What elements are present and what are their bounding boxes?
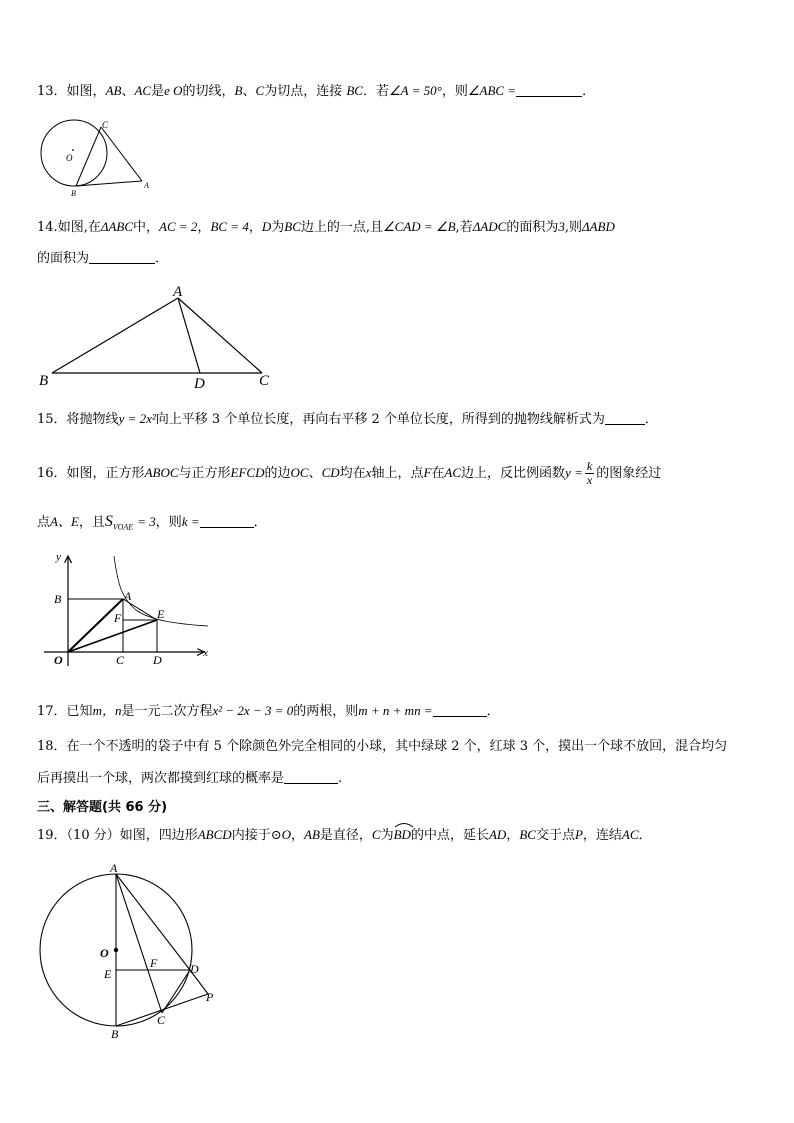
q19-text: 交于点 xyxy=(535,828,575,843)
q14-tri-abc: ΔABC xyxy=(100,219,134,234)
q17-text: 是一元二次方程 xyxy=(121,704,213,719)
q14-label-a: A xyxy=(173,284,183,300)
q14-line2-text: 的面积为 xyxy=(37,251,90,266)
q13-sep: 、 xyxy=(242,84,256,99)
q14-text: 如图,在 xyxy=(57,220,101,235)
q13-c: C xyxy=(255,83,265,98)
q19-text: 为 xyxy=(380,828,394,843)
q14-label-d: D xyxy=(194,376,205,392)
q13-angle-abc: ∠ABC = xyxy=(467,83,517,98)
q19-bc: BC xyxy=(519,827,536,842)
q16-label-y: y xyxy=(56,551,61,563)
q13-number: 13． xyxy=(37,84,67,99)
q14-text: 边上的一点,且 xyxy=(300,220,384,235)
question-14-line2 xyxy=(37,250,168,268)
q19-label-b: B xyxy=(111,1027,119,1041)
q14-text: ,则 xyxy=(564,220,582,235)
q17-number: 17． xyxy=(37,704,67,719)
q19-sep: ， xyxy=(506,828,520,843)
q13-circle-o: e O xyxy=(164,83,183,98)
q14-number: 14. xyxy=(37,220,58,235)
q17-expr: m + n + mn = xyxy=(358,703,433,718)
q16-line2-text: 点 xyxy=(37,515,51,530)
q16-ac: AC xyxy=(444,465,462,480)
q13-b: B xyxy=(234,83,243,98)
q16-frac-num: k xyxy=(586,459,593,473)
q14-answer-blank[interactable] xyxy=(89,251,155,264)
q19-arc-bd-text: BD xyxy=(393,827,411,842)
q16-text: 的图象经过 xyxy=(596,466,662,481)
q19-ad: AD xyxy=(488,827,507,842)
q16-s-sub: VOAE xyxy=(112,522,134,532)
question-19 xyxy=(37,826,652,845)
q14-comma: ， xyxy=(197,220,211,235)
q16-fraction xyxy=(585,460,594,487)
q16-s-eq: = 3 xyxy=(137,514,156,529)
q19-arc-bd xyxy=(394,827,411,842)
q14-text: ,若 xyxy=(455,220,473,235)
q19-label-p: P xyxy=(206,990,214,1004)
q13-ab: AB xyxy=(105,83,122,98)
q19-label-d: D xyxy=(190,962,199,976)
q16-number: 16． xyxy=(37,466,67,481)
q19-label-c: C xyxy=(157,1013,166,1027)
q14-tri-abd: ΔABD xyxy=(581,219,615,234)
q15-answer-blank[interactable] xyxy=(605,412,645,425)
q13-label-a: A xyxy=(144,181,149,190)
q16-func-y: y = xyxy=(565,465,583,480)
q16-text: 均在 xyxy=(339,466,366,481)
q16-text: 在 xyxy=(431,466,445,481)
q14-comma: ， xyxy=(248,220,262,235)
q17-mn: m，n xyxy=(92,703,122,718)
q16-text: 如图，正方形 xyxy=(66,466,145,481)
q16-oc: OC xyxy=(290,465,309,480)
q18-line1: 18．在一个不透明的袋子中有 5 个除颜色外完全相同的小球，其中绿球 2 个，红球 3 个，摸出一个球不放回，混合均匀 xyxy=(37,739,728,754)
q14-bc: BC xyxy=(284,219,301,234)
q15-parabola: y = 2x² xyxy=(118,411,156,426)
q13-ac: AC xyxy=(134,83,152,98)
q19-label-a: A xyxy=(110,861,118,875)
question-18 xyxy=(37,738,727,756)
q14-d: D xyxy=(261,219,272,234)
q19-text: 的中点，延长 xyxy=(410,828,489,843)
q14-label-c: C xyxy=(259,373,270,389)
q16-f: F xyxy=(423,465,432,480)
q19-p: P xyxy=(574,827,583,842)
q16-s: S xyxy=(104,513,113,530)
q16-end: ． xyxy=(253,515,267,530)
q16-figure xyxy=(40,546,220,672)
q16-text: 边上，反比例函数 xyxy=(461,466,566,481)
q16-label-d: D xyxy=(153,653,162,667)
q13-sep: 、 xyxy=(121,84,135,99)
q16-answer-blank[interactable] xyxy=(200,515,254,528)
question-14 xyxy=(37,218,615,237)
q19-label-o: O xyxy=(100,946,109,960)
q15-end: ． xyxy=(644,412,658,427)
q19-ab: AB xyxy=(304,827,320,842)
q13-text: 如图， xyxy=(66,84,106,99)
q15-text: 向上平移 3 个单位长度，再向右平移 2 个单位长度，所得到的抛物线解析式为 xyxy=(155,412,605,427)
q19-text: ， xyxy=(290,828,304,843)
section-3-heading: 三、解答题(共 66 分) xyxy=(37,800,168,815)
q19-ac: AC xyxy=(621,827,639,842)
q16-label-f: F xyxy=(114,611,122,625)
q13-angle-a: ∠A = 50° xyxy=(388,83,442,98)
question-16-line2 xyxy=(37,513,267,537)
q19-number: 19． xyxy=(37,828,67,843)
q14-angle-eq: ∠CAD = ∠B xyxy=(383,219,456,234)
q14-three: 3 xyxy=(558,219,565,234)
q16-text: 轴上，点 xyxy=(371,466,424,481)
q16-aboc: ABOC xyxy=(144,465,179,480)
q19-text: 内接于⊙ xyxy=(231,828,282,843)
q19-label-e: E xyxy=(104,967,112,981)
q17-end: ． xyxy=(486,704,500,719)
q13-text: 是 xyxy=(151,84,165,99)
q16-label-x: x xyxy=(203,647,208,659)
q16-line2-text: ，且 xyxy=(78,515,105,530)
q19-figure xyxy=(38,858,228,1043)
q16-text: 与正方形 xyxy=(178,466,231,481)
q14-bc-eq: BC = 4 xyxy=(210,219,249,234)
q16-label-o: O xyxy=(54,653,63,667)
q19-abcd: ABCD xyxy=(197,827,232,842)
q17-equation: x² − 2x − 3 = 0 xyxy=(212,703,294,718)
q14-end: ． xyxy=(155,251,169,266)
q13-text: ，则 xyxy=(441,84,468,99)
question-17 xyxy=(37,702,500,721)
q16-x: x xyxy=(365,465,372,480)
question-18-line2 xyxy=(37,770,342,788)
q19-c: C xyxy=(371,827,381,842)
q13-bc: BC xyxy=(346,83,363,98)
q16-label-e: E xyxy=(157,607,165,621)
q13-label-o: O xyxy=(66,153,73,163)
q18-end: . xyxy=(338,771,343,786)
question-13 xyxy=(37,82,595,101)
q18-answer-blank[interactable] xyxy=(284,771,338,784)
q15-text: 将抛物线 xyxy=(66,412,119,427)
q16-frac-den: x xyxy=(586,473,593,487)
question-15 xyxy=(37,410,658,429)
q13-text: ．若 xyxy=(362,84,389,99)
q13-text: 的切线， xyxy=(182,84,235,99)
q14-text: 为 xyxy=(271,220,285,235)
q16-label-a: A xyxy=(124,589,132,603)
q13-end: ． xyxy=(582,84,596,99)
q14-text: 中， xyxy=(133,220,160,235)
q13-figure xyxy=(38,118,158,198)
q16-k-eq: k = xyxy=(181,514,200,529)
q14-label-b: B xyxy=(39,373,49,389)
q19-end: ． xyxy=(638,828,652,843)
q16-cd: CD xyxy=(321,465,340,480)
q16-label-b: B xyxy=(54,592,62,606)
q19-o: O xyxy=(281,827,291,842)
q19-label-f: F xyxy=(150,956,158,970)
q18-line2: 后再摸出一个球，两次都摸到红球的概率是 xyxy=(37,771,285,786)
q17-answer-blank[interactable] xyxy=(433,704,487,717)
q16-efcd: EFCD xyxy=(230,465,265,480)
q13-label-b: B xyxy=(71,189,76,198)
arc-icon xyxy=(394,822,414,828)
q14-text: 的面积为 xyxy=(506,220,559,235)
q15-number: 15． xyxy=(37,412,67,427)
q16-line2-text: ，则 xyxy=(155,515,182,530)
q17-text: 已知 xyxy=(66,704,93,719)
q16-label-c: C xyxy=(116,653,125,667)
q19-text: 是直径， xyxy=(319,828,372,843)
q16-text: 的边 xyxy=(264,466,291,481)
q14-ac-eq: AC = 2 xyxy=(159,219,198,234)
question-16 xyxy=(37,460,661,487)
q16-sep: 、 xyxy=(308,466,322,481)
q19-text: ，连结 xyxy=(582,828,622,843)
q16-pts: A、E xyxy=(50,514,79,529)
q14-figure xyxy=(36,282,286,390)
q19-text: （10 分）如图，四边形 xyxy=(66,828,198,843)
q17-text: 的两根，则 xyxy=(293,704,359,719)
q13-answer-blank[interactable] xyxy=(516,84,582,97)
q13-text: 为切点，连接 xyxy=(264,84,343,99)
q14-tri-adc: ΔADC xyxy=(472,219,507,234)
q13-label-c: C xyxy=(102,120,109,130)
